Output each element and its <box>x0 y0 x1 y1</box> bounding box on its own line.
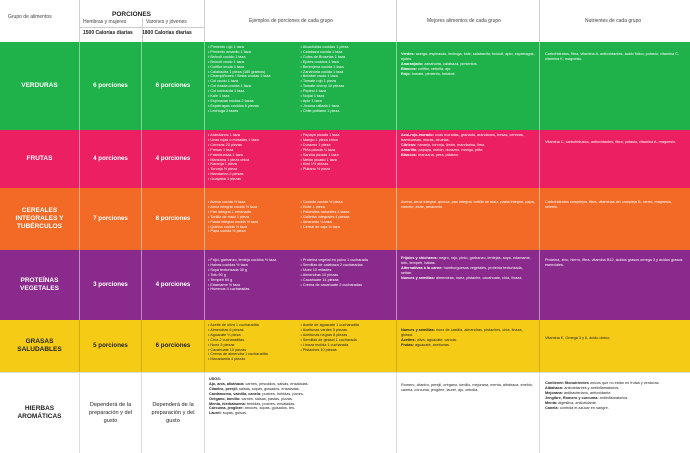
row-hierbas <box>0 372 690 453</box>
example-item: • Mango 1 pieza chica <box>301 138 394 143</box>
example-item: • Proteína vegetal en polvo 1 cucharada <box>301 258 394 263</box>
example-item: • Zanahoria cocida 1 taza <box>301 70 394 75</box>
best-item: Frijoles y chícharos: negro, rojo, pinto, garbanzo, lentejas, soya, edamame, tofu, tempeh, habas. <box>401 256 531 265</box>
example-item: • Kiwi 1½ piezas <box>301 162 394 167</box>
best-foods-cell <box>397 130 540 188</box>
nutrients-cell: Vitamina E, Omega 3 y 6, ácido oleico. <box>545 336 611 340</box>
example-item: • Brócoli cocido 1 taza <box>208 55 301 60</box>
example-item: • Nuez 3 piezas <box>208 343 301 348</box>
header-portions-col <box>80 0 205 42</box>
nutrients-cell: Carbohidratos, fibra, vitamina A, antioxidantes, ácido fólico, potasio, vitamina C, vitamina K, magnesio. <box>545 52 680 61</box>
example-item: • Aguacate ⅓ pieza <box>208 333 301 338</box>
examples-col-a <box>208 258 301 318</box>
best-foods-cell <box>397 320 540 372</box>
example-item: • Cacahuate 14 piezas <box>301 278 394 283</box>
header-best-col <box>397 0 540 42</box>
example-item: • Pan integral 1 rebanada <box>208 210 301 215</box>
nutrients-cell: Proteína, zinc, hierro, fibra, vitamina B12, ácidos grasos omega 3 y ácidos grasos esenciales. <box>545 258 683 267</box>
example-item: • Brócoli crudo 1 taza <box>208 60 301 65</box>
group-name: HIERBAS AROMÁTICAS <box>0 373 80 453</box>
best-item: Avena, arroz integral, quinoa, pan integral, tortilla de maíz, pasta integral, papa, camote, elote, amaranto. <box>401 200 535 209</box>
example-item: • Cereal de caja ¾ taza <box>301 225 394 230</box>
example-item: • Tempeh 60 g <box>208 278 301 283</box>
best-item: Alternativas a la carne: hamburguesas vegetales, proteína texturizada, seitán. <box>401 265 523 275</box>
example-item: • Aceitunas verdes 5 piezas <box>301 328 394 333</box>
example-item: • Aceitunas negras 8 piezas <box>301 333 394 338</box>
example-item: • Champiñones / Setas crudas 1 taza <box>208 74 301 79</box>
group-name: PROTEÍNAS VEGETALES <box>0 250 80 320</box>
header-sub-men: Varones y jóvenes <box>146 19 187 25</box>
example-item: • Pasta integral cocida ½ taza <box>208 220 301 225</box>
header-kcal-1500: 1500 Calorías diarias <box>83 30 133 36</box>
row-cereales <box>0 188 690 250</box>
nutrient-item: Contienen fitonutrientes únicos que no están en frutas y verduras. <box>545 381 660 385</box>
example-item: • Calabacita 1 pieza (180 gramos) <box>208 70 301 75</box>
row-frutas <box>0 130 690 188</box>
portions-1500: 6 porciones <box>80 42 142 130</box>
best-foods-cell: Romero, cilantro, perejil, orégano, tomillo, mejorana, menta, albahaca, eneldo, canela, cúrcuma, jengibre, laurel, ajo, cebolla. <box>397 373 540 453</box>
portions-1800: Dependerá de la preparación y del gusto <box>142 373 205 453</box>
header-best-label: Mejores alimentos de cada grupo <box>427 18 501 24</box>
examples-cell <box>205 188 397 250</box>
example-item: • Cerezas 20 piezas <box>208 143 301 148</box>
examples-cell <box>205 250 397 320</box>
best-item: Azul-rojo-morado: uvas moradas, granada, arándanos, fresas, cerezas, frambuesas, moras, ciruelas. <box>401 133 524 142</box>
best-foods-cell <box>397 188 540 250</box>
group-name: VERDURAS <box>0 42 80 130</box>
examples-col-b <box>301 200 394 248</box>
example-item: • Toronja ½ pieza <box>208 167 301 172</box>
use-item: Orégano, tomillo: carnes, salsas, pastas, pizzas. <box>209 396 293 401</box>
header-nutrients-col <box>540 0 690 42</box>
example-item: • Durazno 1 pieza <box>301 143 394 148</box>
example-item: • Coles de Bruselas 1 taza <box>301 55 394 60</box>
row-proteinas <box>0 250 690 320</box>
header-examples-label: Ejemplos de porciones de cada grupo <box>249 18 333 24</box>
examples-col-a <box>208 200 301 248</box>
examples-col-a <box>208 45 301 128</box>
use-item: Cardamomo, vainilla, canela: postres, bebidas, panes. <box>209 391 304 396</box>
group-name: FRUTAS <box>0 130 80 188</box>
portions-1500: 4 porciones <box>80 130 142 188</box>
table-header <box>0 0 690 42</box>
nutrient-item: Mejorana: antibacteriano, antioxidante. <box>545 390 612 395</box>
group-name: CEREALES INTEGRALES Y TUBÉRCULOS <box>0 188 80 250</box>
example-item: • Semillas de girasol 1 cucharada <box>301 338 394 343</box>
use-item: Laurel: sopas, guisos. <box>209 411 248 416</box>
example-item: • Arándanos 1 taza <box>208 133 301 138</box>
portions-1800: 6 porciones <box>142 320 205 372</box>
examples-cell <box>205 320 397 372</box>
example-item: • Apio 1 taza <box>301 99 394 104</box>
example-item: • Kale 1 taza <box>208 94 301 99</box>
best-item: Frutas: aguacate, aceitunas. <box>401 342 450 347</box>
example-item: • Berenjena cocida 1 taza <box>301 65 394 70</box>
example-item: • Fresas 1 taza <box>208 148 301 153</box>
examples-col-a <box>208 133 301 186</box>
example-item: • Pepino 1 taza <box>301 89 394 94</box>
example-item: • Nuez 10 mitades <box>301 268 394 273</box>
use-item: Menta, hierbabuena: bebidas, postres, ensaladas. <box>209 401 296 406</box>
portions-1500: 7 porciones <box>80 188 142 250</box>
example-item: • Galletas integrales 4 piezas <box>301 215 394 220</box>
example-item: • Mandarina 2 piezas <box>208 172 301 177</box>
examples-cell <box>205 130 397 188</box>
example-item: • Cacahuate 10 piezas <box>208 348 301 353</box>
example-item: • Aceite de aguacate 1 cucharadita <box>301 323 394 328</box>
example-item: • Crema de cacahuate 2 cucharadas <box>301 283 394 288</box>
example-item: • Semillas de calabaza 2 cucharadas <box>301 263 394 268</box>
examples-cell <box>205 42 397 130</box>
examples-col-b <box>301 133 394 186</box>
nutrient-item: Canela: controla el azúcar en sangre. <box>545 405 609 410</box>
example-item: • Piña picada ¾ taza <box>301 148 394 153</box>
example-item: • Espinacas crudas 2 tazas <box>208 99 301 104</box>
best-foods-cell <box>397 42 540 130</box>
header-kcal-1800: 1800 Calorías diarias <box>142 30 192 36</box>
example-item: • Plátano ½ pieza <box>301 167 394 172</box>
examples-col-b <box>301 258 394 318</box>
examples-col-a <box>208 323 301 370</box>
example-item: • Col rizada cocida 1 taza <box>208 84 301 89</box>
example-item: • Crema de almendra 1 cucharadita <box>208 352 301 357</box>
portions-1800: 4 porciones <box>142 130 205 188</box>
header-group-label: Grupo de alimentos <box>8 14 52 20</box>
best-item: Nueces y semillas: almendras, nuez, pistache, cacahuate, chía, linaza. <box>401 275 523 280</box>
example-item: • Arroz integral cocido ½ taza <box>208 205 301 210</box>
example-item: • Uvas rojas o moradas 1 taza <box>208 138 301 143</box>
example-item: • Palomitas naturales 3 tazas <box>301 210 394 215</box>
row-grasas <box>0 320 690 372</box>
nutrient-item: Albahaca: antioxidantes y antiinflamatorios. <box>545 385 620 390</box>
example-item: • Soya texturizada 30 g <box>208 268 301 273</box>
example-item: • Sandía picada 1 taza <box>301 153 394 158</box>
example-item: • Tomate cherry 10 piezas <box>301 84 394 89</box>
example-item: • Col crudo 1 taza <box>208 79 301 84</box>
example-item: • Manzana 1 pieza chica <box>208 158 301 163</box>
best-foods-cell <box>397 250 540 320</box>
best-item: Rojo: tomate, pimiento, betabel. <box>401 71 456 76</box>
best-item: Verdes: acelga, espinacas, lechuga, kale, calabacita, brócoli, apio, espárragos, ejotes. <box>401 52 535 61</box>
nutrient-item: Menta: digestiva, antioxidante. <box>545 400 597 405</box>
example-item: • Col lombarda 1 taza <box>208 89 301 94</box>
header-group-col <box>0 0 80 42</box>
header-examples-col <box>205 0 397 42</box>
best-item: Blancos: coliflor, cebolla, ajo. <box>401 66 452 71</box>
example-item: • Hummus 4 cucharadas <box>208 287 301 292</box>
portions-1800: 8 porciones <box>142 188 205 250</box>
example-item: • Pistaches 10 piezas <box>301 348 394 353</box>
example-item: • Guayaba 3 piezas <box>208 177 301 182</box>
example-item: • Camote cocido ½ pieza <box>301 200 394 205</box>
example-item: • Ejotes cocidos 1 taza <box>301 60 394 65</box>
portions-1800: 6 porciones <box>142 42 205 130</box>
example-item: • Alcachofas cocidas 1 pieza <box>301 45 394 50</box>
example-item: • Papaya picada 1 taza <box>301 133 394 138</box>
example-item: • Calabaza cocida 1 taza <box>301 50 394 55</box>
header-sub-women: Hembras y mujeres <box>83 19 127 25</box>
example-item: • Papa cocida ½ pieza <box>208 229 301 234</box>
example-item: • Pimiento rojo 1 taza <box>208 45 301 50</box>
example-item: • Elote 1 pieza <box>301 205 394 210</box>
portions-1800: 4 porciones <box>142 250 205 320</box>
use-item: Cilantro, perejil: salsas, sopas, guisados, ensaladas. <box>209 386 300 391</box>
example-item: • Frambuesas 1 taza <box>208 153 301 158</box>
example-item: • Espárragos cocidos 6 piezas <box>208 104 301 109</box>
example-item: • Linaza molida 1 cucharada <box>301 343 394 348</box>
example-item: • Tortilla de maíz 1 pieza <box>208 215 301 220</box>
example-item: • Amaranto ¼ taza <box>301 220 394 225</box>
example-item: • Pimiento amarillo 1 taza <box>208 50 301 55</box>
example-item: • Betabel crudo 1 taza <box>301 74 394 79</box>
example-item: • Naranja 1 pieza <box>208 162 301 167</box>
best-item: Aceites: oliva, aguacate, canola. <box>401 337 457 342</box>
nutrients-cell: Vitamina C, carbohidratos, antioxidantes, fibra, potasio, vitamina A, magnesio. <box>545 140 677 144</box>
header-split <box>142 18 143 42</box>
portions-1500: Dependerá de la preparación y del gusto <box>80 373 142 453</box>
best-item: Nueces y semillas: nuez de castilla, almendras, pistaches, chía, linaza, girasol. <box>401 328 523 337</box>
group-name: GRASAS SALUDABLES <box>0 320 80 372</box>
best-item: Blancos: manzana, pera, plátano. <box>401 152 460 157</box>
uses-cell <box>205 373 397 453</box>
uses-title: USOS: <box>209 377 222 381</box>
nutrient-item: Jengibre, Romero y cúrcuma: antiinflamatorios. <box>545 395 629 400</box>
example-item: • Lechuga 3 tazas <box>208 109 301 114</box>
example-item: • Tofu 90 g <box>208 273 301 278</box>
use-item: Cúrcuma, jengibre: arroces, sopas, guisados, tés. <box>209 406 296 411</box>
example-item: • Almendras 10 piezas <box>301 273 394 278</box>
portions-1500: 3 porciones <box>80 250 142 320</box>
best-item: Amarillo: papaya, melón, durazno, mango, piña. <box>401 147 484 152</box>
example-item: • Macadamia 4 piezas <box>208 357 301 362</box>
example-item: • Edamame ½ taza <box>208 283 301 288</box>
examples-col-b <box>301 45 394 128</box>
examples-col-b <box>301 323 394 370</box>
example-item: • Melón picado 1 taza <box>301 158 394 163</box>
nutrients-cell <box>540 373 690 453</box>
example-item: • Coliflor cruda 1 taza <box>208 65 301 70</box>
nutrients-cell: Carbohidratos complejos, fibra, vitaminas del complejo B, hierro, magnesio, selenio. <box>545 200 673 209</box>
header-portions-title: PORCIONES <box>112 11 152 18</box>
use-item: Ajo, anís, albahaca: carnes, pescados, salsas, ensaladas. <box>209 381 309 386</box>
example-item: • Tomate rojo 1 pieza <box>301 79 394 84</box>
header-nutrients-label: Nutrientes de cada grupo <box>585 18 642 24</box>
best-item: Anaranjado: zanahoria, calabaza, pimientos. <box>401 61 478 66</box>
example-item: • Quinoa cocida ½ taza <box>208 225 301 230</box>
example-item: • Frijol, garbanzo, lenteja cocidos ½ taza <box>208 258 301 263</box>
best-item: Cítricos: naranja, toronja, limón, mandarina, lima. <box>401 142 486 147</box>
row-verduras <box>0 42 690 130</box>
portions-1500: 5 porciones <box>80 320 142 372</box>
example-item: • Nopal 1 taza <box>301 94 394 99</box>
example-item: • Chía 2 cucharaditas <box>208 338 301 343</box>
example-item: • Chile poblano 1 pieza <box>301 109 394 114</box>
example-item: • Almendras 6 piezas <box>208 328 301 333</box>
example-item: • Avena cocida ½ taza <box>208 200 301 205</box>
example-item: • Habas cocidas ½ taza <box>208 263 301 268</box>
example-item: • Jícama rallada 1 taza <box>301 104 394 109</box>
example-item: • Aceite de oliva 1 cucharadita <box>208 323 301 328</box>
